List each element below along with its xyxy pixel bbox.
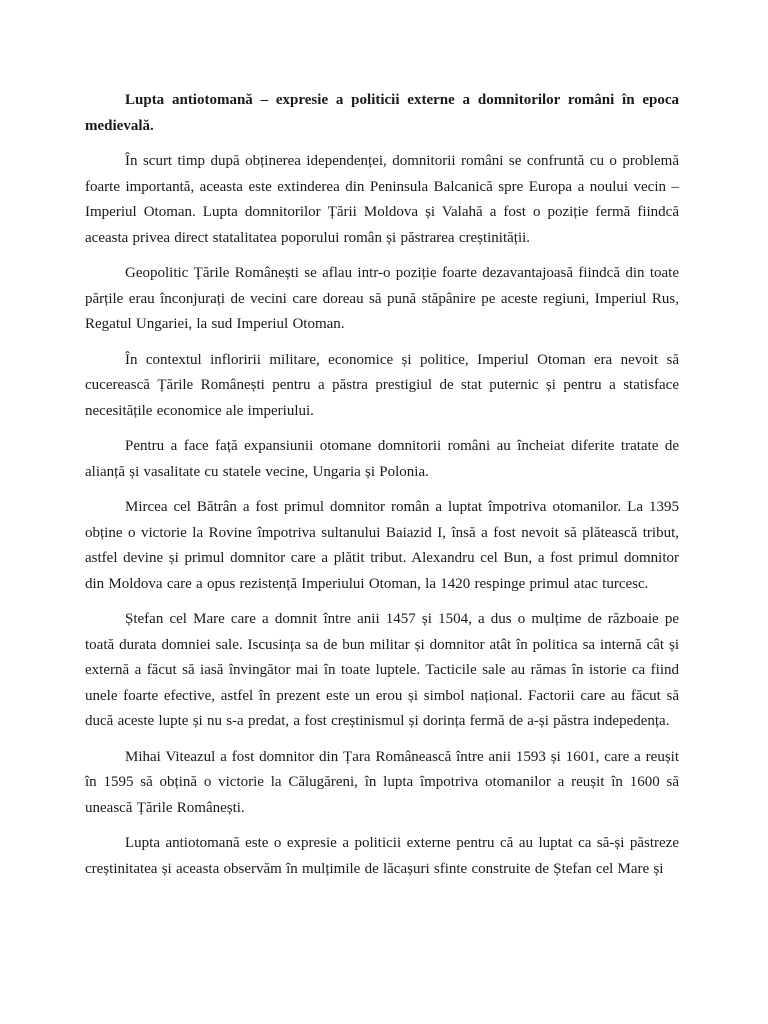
paragraph-1: În scurt timp după obținerea idependenței, domnitorii români se confruntă cu o problemă foarte importantă, aceasta este extinderea din Peninsula Balcanică spre Europa a noului vecin – Imperiul Otoman. Lupta domnitorilor Țării Moldova și Valahă a fost o poziție fermă fiindcă aceasta privea direct statalitatea poporului român și păstrarea creștinității. [85, 153, 679, 246]
paragraph-8: Lupta antiotomană este o expresie a politicii externe pentru că au luptat ca să-și păstreze creștinitatea și aceasta observăm în mulțimile de lăcașuri sfinte construite de Ștefan cel Mare și [85, 835, 679, 877]
document-page [85, 88, 679, 892]
paragraph-7: Mihai Viteazul a fost domnitor din Țara Românească între anii 1593 și 1601, care a reușit în 1595 să obțină o victorie la Călugăreni, în lupta împotriva otomanilor a reușit în 1600 să unească Țările Românești. [85, 748, 679, 816]
paragraph-5: Mircea cel Bătrân a fost primul domnitor român a luptat împotriva otomanilor. La 1395 obține o victorie la Rovine împotriva sultanului Baiazid I, însă a fost nevoit să plătească tribut, astfel devine și primul domnitor care a plătit tribut. Alexandru cel Bun, a fost primul domnitor din Moldova care a opus rezistență Imperiului Otoman, la 1420 respinge primul atac turcesc. [85, 499, 679, 592]
paragraph-6: Ștefan cel Mare care a domnit între anii 1457 și 1504, a dus o mulțime de războaie pe toată durata domniei sale. Iscusința sa de bun militar și domnitor atât în politica sa internă cât și externă a făcut să iasă învingător mai în toate luptele. Tacticile sale au rămas în istorie ca fiind unele foarte efective, astfel în prezent este un erou și simbol național. Factorii care au făcut să ducă aceste lupte și nu s-a predat, a fost creștinismul și dorința fermă de a-și păstra indepedența. [85, 611, 679, 729]
paragraph-3: În contextul infloririi militare, economice și politice, Imperiul Otoman era nevoit să cucerească Țările Românești pentru a păstra prestigiul de stat puternic și pentru a statisface necesitățile economice ale imperiului. [85, 351, 679, 419]
paragraph-4: Pentru a face față expansiunii otomane domnitorii români au încheiat diferite tratate de alianță și vasalitate cu statele vecine, Ungaria și Polonia. [85, 438, 679, 480]
paragraph-2: Geopolitic Țările Românești se aflau intr-o poziție foarte dezavantajoasă fiindcă din toate părțile erau înconjurați de vecini care doreau să pună stăpânire pe aceste regiuni, Imperiul Rus, Regatul Ungariei, la sud Imperiul Otoman. [85, 265, 679, 332]
document-title: Lupta antiotomană – expresie a politicii externe a domnitorilor români în epoca medievală. [85, 92, 679, 134]
